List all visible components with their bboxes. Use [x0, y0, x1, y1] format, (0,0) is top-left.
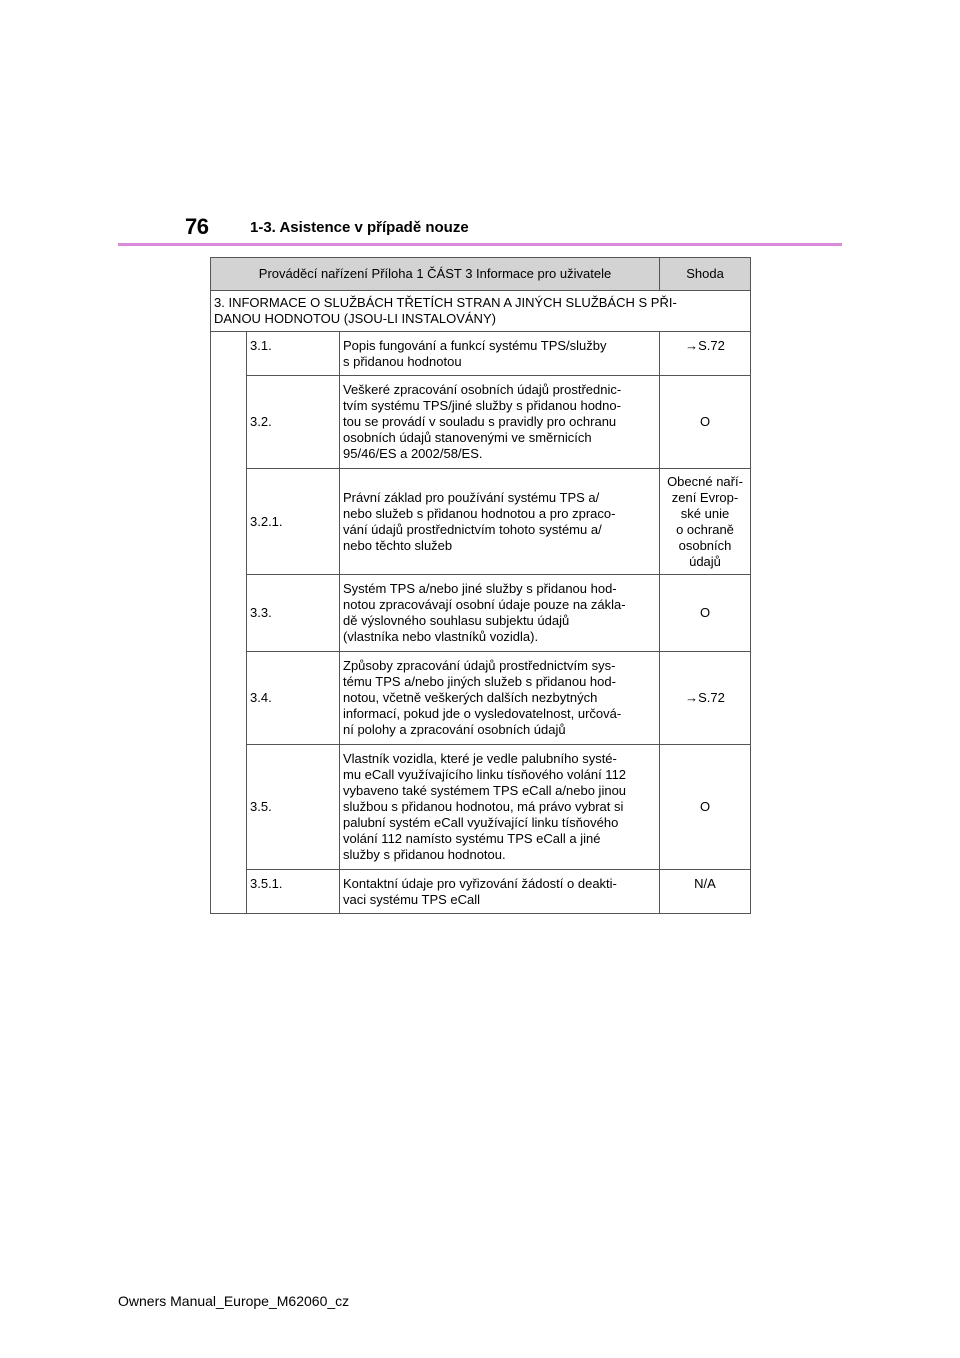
match-line: o ochraně — [676, 521, 734, 537]
row-number: 3.3. — [247, 575, 340, 652]
row-description — [340, 652, 660, 745]
description-line: tvím systému TPS/jiné služby s přidanou hodno- — [343, 398, 621, 413]
section-title: 1-3. Asistence v případě nouze — [250, 219, 469, 236]
description-line: Veškeré zpracování osobních údajů prostřednic- — [343, 382, 622, 397]
description-line: Systém TPS a/nebo jiné služby s přidanou hod- — [343, 581, 617, 596]
description-line: službou s přidanou hodnotou, má právo vybrat si — [343, 799, 624, 814]
row-number: 3.4. — [247, 652, 340, 745]
row-match: N/A — [660, 870, 751, 914]
table-row — [211, 870, 751, 914]
table-row — [211, 469, 751, 575]
match-line: osobních — [678, 537, 732, 553]
description-line: notou zpracovávají osobní údaje pouze na zákla- — [343, 597, 626, 612]
column-header-regulation: Prováděcí nařízení Příloha 1 ČÁST 3 Informace pro uživatele — [211, 258, 660, 291]
row-match: O — [660, 376, 751, 469]
description-line: palubní systém eCall využívající linku tísňového — [343, 815, 619, 830]
description-line: notou, včetně veškerých dalších nezbytných — [343, 690, 598, 705]
description-line: tému TPS a/nebo jiných služeb s přidanou hod- — [343, 674, 616, 689]
description-line: nebo těchto služeb — [343, 537, 453, 553]
row-description — [340, 376, 660, 469]
description-line: služby s přidanou hodnotou. — [343, 847, 506, 862]
indent-cell — [211, 332, 247, 914]
row-number: 3.5.1. — [247, 870, 340, 914]
row-description — [340, 332, 660, 376]
match-line: údajů — [689, 553, 721, 569]
row-number: 3.1. — [247, 332, 340, 376]
row-match — [660, 469, 751, 575]
description-line: 95/46/ES a 2002/58/ES. — [343, 446, 483, 461]
row-match[interactable]: →S.72 — [660, 652, 751, 745]
description-line: vybaveno také systémem TPS eCall a/nebo jinou — [343, 783, 627, 798]
row-number: 3.5. — [247, 745, 340, 870]
description-line: vání údajů prostřednictvím tohoto systému a/ — [343, 521, 602, 537]
table-row — [211, 575, 751, 652]
description-line: volání 112 namísto systému TPS eCall a jiné — [343, 831, 601, 846]
description-line: nebo služeb s přidanou hodnotou a pro zpraco- — [343, 505, 616, 521]
description-line: vaci systému TPS eCall — [343, 891, 481, 907]
table-row — [211, 332, 751, 376]
description-line: Právní základ pro používání systému TPS a/ — [343, 489, 600, 505]
section-heading-line: 3. INFORMACE O SLUŽBÁCH TŘETÍCH STRAN A JINÝCH SLUŽBÁCH S PŘI- — [214, 295, 677, 310]
match-line: Obecné naří- — [667, 473, 743, 489]
section-heading — [211, 291, 751, 332]
match-line: ské unie — [680, 505, 730, 521]
description-line: (vlastníka nebo vlastníků vozidla). — [343, 629, 539, 644]
description-line: osobních údajů stanovenými ve směrnicích — [343, 430, 592, 445]
row-description — [340, 745, 660, 870]
page-number: 76 — [185, 214, 209, 239]
section-heading-line: DANOU HODNOTOU (JSOU-LI INSTALOVÁNY) — [214, 311, 496, 326]
description-line: Popis fungování a funkcí systému TPS/služby — [343, 337, 607, 353]
column-header-match: Shoda — [660, 258, 751, 291]
description-line: mu eCall využívajícího linku tísňového volání 112 — [343, 767, 627, 782]
table-row — [211, 652, 751, 745]
table-header-row — [211, 258, 751, 291]
row-number: 3.2.1. — [247, 469, 340, 575]
row-number: 3.2. — [247, 376, 340, 469]
description-line: Kontaktní údaje pro vyřizování žádostí o deakti- — [343, 875, 617, 891]
description-line: informací, pokud jde o vysledovatelnost, určová- — [343, 706, 622, 721]
row-match: O — [660, 575, 751, 652]
row-match[interactable]: →S.72 — [660, 332, 751, 376]
section-heading-row — [211, 291, 751, 332]
table-row — [211, 745, 751, 870]
description-line: s přidanou hodnotou — [343, 353, 462, 369]
row-description — [340, 870, 660, 914]
description-line: tou se provádí v souladu s pravidly pro ochranu — [343, 414, 617, 429]
info-table — [210, 257, 751, 914]
description-line: Způsoby zpracování údajů prostřednictvím sys- — [343, 658, 616, 673]
row-description — [340, 469, 660, 575]
description-line: dě výslovného souhlasu subjektu údajů — [343, 613, 570, 628]
row-description — [340, 575, 660, 652]
header-divider — [118, 243, 842, 246]
description-line: Vlastník vozidla, které je vedle palubního systé- — [343, 751, 617, 766]
match-line: zení Evrop- — [671, 489, 739, 505]
footer-manual-id: Owners Manual_Europe_M62060_cz — [118, 1293, 350, 1309]
description-line: ní polohy a zpracování osobních údajů — [343, 722, 566, 737]
row-match: O — [660, 745, 751, 870]
table-row — [211, 376, 751, 469]
